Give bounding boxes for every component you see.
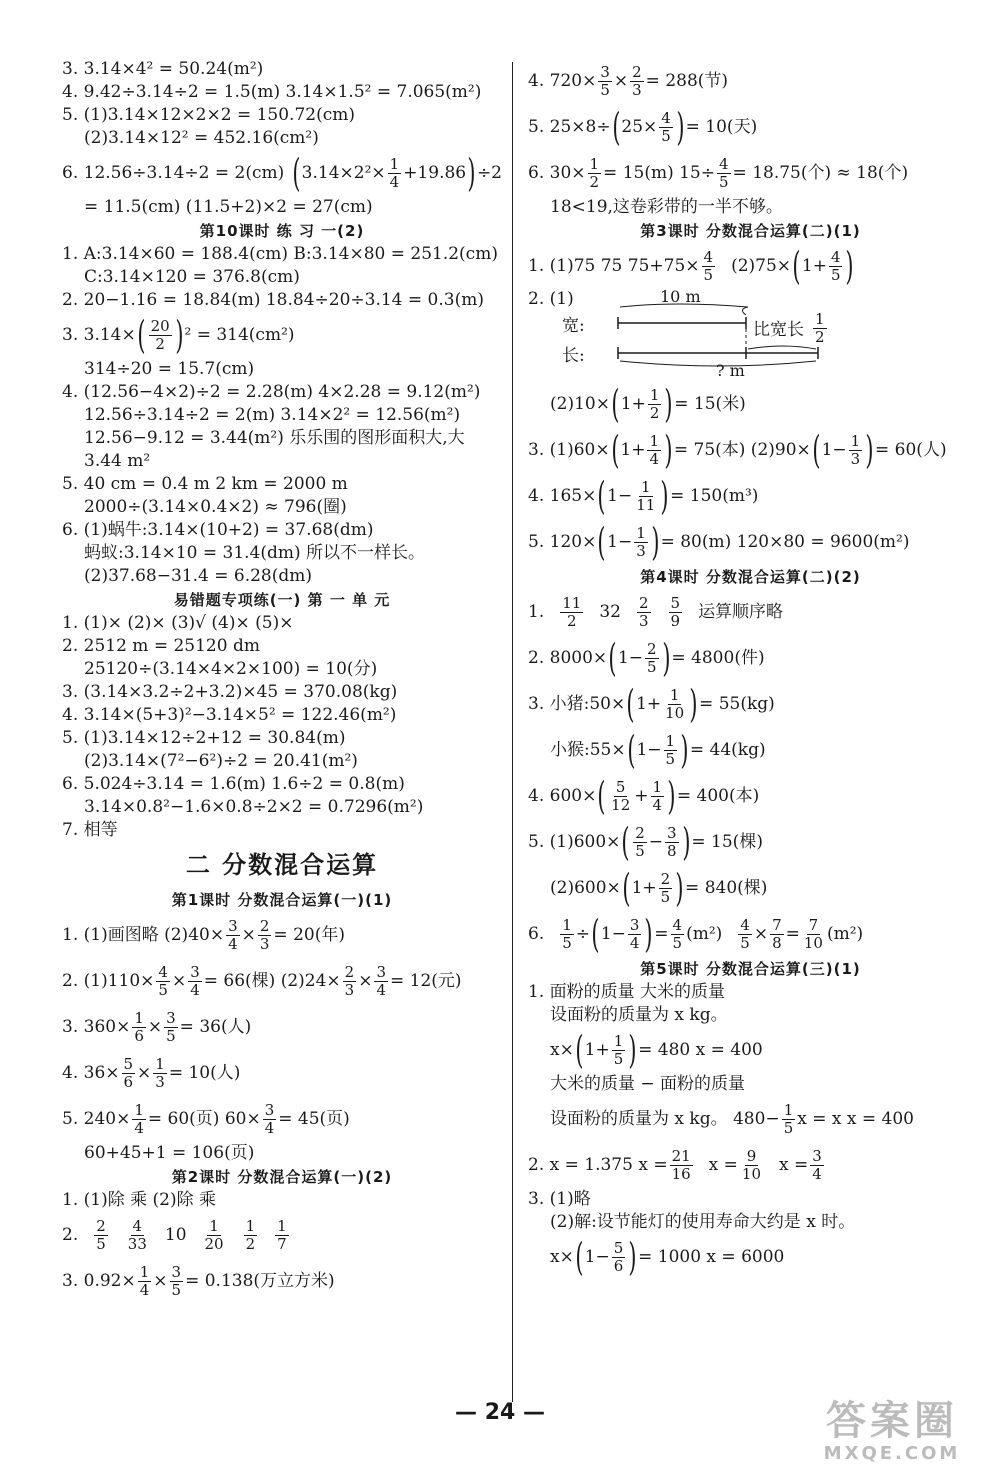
answer-line: 1. 11 2 32 2 3 5 9 运算顺序略 — [528, 593, 784, 630]
fraction: $\frac{2}{3}$ — [344, 962, 355, 999]
fraction: 4 5 — [740, 915, 750, 952]
fraction: $\frac{1}{2}$ — [649, 385, 660, 422]
answer-line: 设面粉的质量为 x kg。 — [550, 1005, 728, 1025]
answer-line: 2. x = 1.375 x = $\frac{21}{16}$ x = $\frac{9}{10}$ x = $\frac{3}{4}$ — [528, 1146, 822, 1183]
fraction: 1 4 — [649, 431, 660, 468]
unknown-length: ? m — [716, 361, 745, 380]
unit-title: 二 分数混合运算 — [185, 851, 379, 879]
answer-line: 1. A:3.14×60 = 188.4(cm) B:3.14×80 = 251.2(cm) — [62, 244, 498, 264]
answer-line: 大米的质量 − 面粉的质量 — [550, 1074, 746, 1094]
answer-line: 3.44 m² — [84, 451, 151, 471]
answer-line: 5. 25×8÷ ( 25× $\frac{4}{5}$ ) = 10(天) — [528, 105, 758, 149]
answer-line: 2. (1)110× $\frac{4}{5}$ × $\frac{3}{4}$ = 66(棵) (2)24× $\frac{2}{3}$ × $\frac{3}{4}$ = 12(元) — [62, 962, 462, 999]
fraction: $\frac{1}{5}$ — [783, 1100, 794, 1137]
answer-line: 5. 120× ( 1− 1 3 ) = 80(m) 120×80 = 9600(m²) — [528, 520, 910, 564]
fraction: $\frac{3}{4}$ — [228, 916, 238, 953]
fraction: 1 3 — [636, 523, 646, 560]
fraction: $\frac{4}{5}$ — [719, 154, 729, 191]
answer-line: 5. (1)3.14×12×2×2 = 150.72(cm) — [62, 105, 355, 125]
fraction: 1 5 — [562, 915, 572, 952]
answer-line: 2. 2512 m = 25120 dm — [62, 636, 260, 656]
answer-line: 3. (1)略 — [528, 1189, 591, 1209]
fraction: $\frac{4}{5}$ — [661, 108, 671, 145]
answer-line: 5. 40 cm = 0.4 m 2 km = 2000 m — [62, 474, 348, 494]
fraction: 4 33 — [127, 1216, 147, 1253]
fraction: 1 2 — [245, 1216, 256, 1253]
fraction: 5 6 — [613, 1238, 624, 1275]
fraction: $\frac{9}{10}$ — [741, 1146, 762, 1183]
width-label: 宽: — [562, 316, 585, 336]
fraction: 1 7 — [277, 1216, 287, 1253]
fraction: $\frac{1}{4}$ — [389, 154, 400, 191]
answer-line: 4. (12.56−4×2)÷2 = 2.28(m) 4×2.28 = 9.12(m²) — [62, 382, 481, 402]
fraction: 2 5 — [635, 823, 645, 860]
fraction: $\frac{4}{5}$ — [158, 962, 168, 999]
section-heading: 第4课时 分数混合运算(二)(2) — [640, 568, 861, 586]
answer-line: 12.56÷3.14÷2 = 2(m) 3.14×2² = 12.56(m²) — [84, 405, 461, 425]
right-column — [528, 58, 973, 1280]
answer-line: 12.56−9.12 = 3.44(m²) 乐乐围的图形面积大,大 — [84, 428, 465, 448]
answer-line: 4. 36× $\frac{5}{6}$ × $\frac{1}{3}$ = 10(人) — [62, 1054, 241, 1091]
line-segment-diagram — [528, 289, 973, 381]
fraction: 1 4 — [652, 777, 663, 814]
length-label: 长: — [562, 346, 585, 366]
answer-line: 3. 3.14× ( 20 2 ) ² = 314(cm²) — [62, 313, 295, 357]
answer-line: 4. 720× $\frac{3}{5}$ × $\frac{2}{3}$ = 288(节) — [528, 62, 729, 99]
fraction: 2 3 — [638, 593, 649, 630]
answer-line: (2)3.14×12² = 452.16(cm²) — [84, 128, 319, 148]
fraction: 1 10 — [665, 685, 685, 722]
fraction: 7 10 — [803, 915, 823, 952]
answer-line: 6. 12.56÷3.14÷2 = 2(cm) ( 3.14×2²× $\frac{1}{4}$ +19.86 ) ÷2 — [62, 151, 502, 195]
fraction: $\frac{1}{3}$ — [155, 1054, 165, 1091]
fraction: $\frac{21}{16}$ — [671, 1146, 691, 1183]
fraction: $\frac{3}{4}$ — [376, 962, 386, 999]
fraction: $\frac{1}{4}$ — [134, 1100, 144, 1137]
section-heading: 第2课时 分数混合运算(一)(2) — [171, 1168, 393, 1186]
answer-line: (2)10× ( 1+ $\frac{1}{2}$ ) = 15(米) — [550, 382, 746, 426]
fraction: 1 5 — [613, 1031, 624, 1068]
answer-line: 6. (1)蜗牛:3.14×(10+2) = 37.68(dm) — [62, 520, 374, 540]
width-value: 10 m — [660, 287, 701, 306]
answer-line: 1. 面粉的质量 大米的质量 — [528, 982, 726, 1002]
answer-line: x× ( 1− 5 6 ) = 1000 x = 6000 — [550, 1235, 785, 1279]
fraction: 2 5 — [96, 1216, 106, 1253]
answer-line: 3. (3.14×3.2÷2+3.2)×45 = 370.08(kg) — [62, 682, 398, 702]
answer-line: 3.14×0.8²−1.6×0.8÷2×2 = 0.7296(m²) — [84, 797, 424, 817]
fraction: 1 3 — [850, 431, 861, 468]
answer-line: 1. (1)除 乘 (2)除 乘 — [62, 1190, 216, 1210]
answer-line: 3. (1)60× ( 1+ 1 4 ) = 75(本) (2)90× ( 1− 1 3 ) = 60(人) — [528, 428, 947, 472]
answer-line: 314÷20 = 15.7(cm) — [84, 359, 255, 379]
watermark-logo: 答案圈 MXQE.COM — [823, 1398, 961, 1464]
fraction: 3 4 — [629, 915, 640, 952]
fraction: 1 5 — [665, 731, 676, 768]
fraction: $\frac{3}{4}$ — [264, 1100, 275, 1137]
fraction: $\frac{3}{5}$ — [171, 1262, 182, 1299]
answer-line: 2. 8000× ( 1− 2 5 ) = 4800(件) — [528, 636, 765, 680]
answer-line: 6. 5.024÷3.14 = 1.6(m) 1.6÷2 = 0.8(m) — [62, 774, 405, 794]
answer-line: 18<19,这卷彩带的一半不够。 — [550, 197, 783, 217]
fraction: $\frac{2}{3}$ — [632, 62, 642, 99]
answer-line: 3. 3.14×4² = 50.24(m²) — [62, 59, 264, 79]
fraction: 1 20 — [204, 1216, 224, 1253]
fraction: 2 5 — [647, 639, 657, 676]
answer-line: 3. 0.92× $\frac{1}{4}$ × $\frac{3}{5}$ = 0.138(万立方米) — [62, 1262, 335, 1299]
fraction: 1 11 — [636, 477, 656, 514]
answer-line: 4. 9.42÷3.14÷2 = 1.5(m) 3.14×1.5² = 7.065(m²) — [62, 82, 482, 102]
fraction: 20 2 — [150, 316, 170, 353]
answer-line: 4. 600× ( 5 12 + 1 4 ) = 400(本) — [528, 774, 760, 818]
answer-line: (2)600× ( 1+ 2 5 ) = 840(棵) — [550, 866, 768, 910]
answer-line: (2)3.14×(7²−6²)÷2 = 20.41(m²) — [84, 751, 358, 771]
answer-line: 小猴:55× ( 1− 1 5 ) = 44(kg) — [550, 728, 766, 772]
section-heading: 第10课时 练 习 一(2) — [199, 222, 365, 240]
answer-line: 60+45+1 = 106(页) — [84, 1143, 255, 1163]
answer-line: 1. (1)画图略 (2)40× $\frac{3}{4}$ × $\frac{2}{3}$ = 20(年) — [62, 916, 345, 953]
answer-line: x× ( 1+ 1 5 ) = 480 x = 400 — [550, 1028, 763, 1072]
answer-line: 25120÷(3.14×4×2×100) = 10(分) — [84, 659, 378, 679]
section-heading: 易错题专项练(一) 第 一 单 元 — [173, 591, 391, 609]
answer-line: 2. 20−1.16 = 18.84(m) 18.84÷20÷3.14 = 0.3(m) — [62, 290, 484, 310]
answer-line: 3. 360× $\frac{1}{6}$ × $\frac{3}{5}$ = 36(人) — [62, 1008, 252, 1045]
column-divider — [512, 62, 513, 1402]
answer-line: 2000÷(3.14×0.4×2) ≈ 796(圈) — [84, 497, 347, 517]
answer-line: 5. (1)600× ( 2 5 − 3 8 ) = 15(棵) — [528, 820, 763, 864]
answer-line: (2)解:设节能灯的使用寿命大约是 x 时。 — [550, 1212, 856, 1232]
answer-line: 5. 240× $\frac{1}{4}$ = 60(页) 60× $\frac{3}{4}$ = 45(页) — [62, 1100, 350, 1137]
fraction: $\frac{5}{6}$ — [123, 1054, 134, 1091]
answer-line: (2)37.68−31.4 = 6.28(dm) — [84, 566, 313, 586]
fraction: 4 5 — [672, 915, 683, 952]
answer-line: = 11.5(cm) (11.5+2)×2 = 27(cm) — [84, 197, 373, 217]
answer-line: 4. 3.14×(5+3)²−3.14×5² = 122.46(m²) — [62, 705, 397, 725]
diagram-label: 2. (1) — [528, 289, 574, 309]
fraction: $\frac{3}{4}$ — [812, 1146, 822, 1183]
fraction: 5 12 — [611, 777, 631, 814]
difference-label: 比宽长 — [753, 320, 804, 340]
section-heading: 第1课时 分数混合运算(一)(1) — [171, 891, 393, 909]
answer-line: 5. (1)3.14×12÷2+12 = 30.84(m) — [62, 728, 346, 748]
page-number: — 24 — — [455, 1400, 545, 1425]
fraction: $\frac{3}{4}$ — [190, 962, 200, 999]
section-heading: 第3课时 分数混合运算(二)(1) — [640, 222, 861, 240]
fraction: $\frac{3}{5}$ — [166, 1008, 176, 1045]
answer-line: 7. 相等 — [62, 820, 118, 840]
fraction: 7 8 — [772, 915, 782, 952]
answer-line: 设面粉的质量为 x kg。 480− $\frac{1}{5}$ x = x x = 400 — [550, 1100, 914, 1137]
left-column — [62, 58, 502, 1304]
fraction: 11 2 — [562, 593, 582, 630]
answer-line: 4. 165× ( 1− 1 11 ) = 150(m³) — [528, 474, 759, 518]
fraction: 2 5 — [660, 869, 671, 906]
fraction: 1 2 — [815, 310, 825, 346]
fraction: $\frac{1}{4}$ — [139, 1262, 150, 1299]
answer-line: 6. 30× $\frac{1}{2}$ = 15(m) 15÷ $\frac{4}{5}$ = 18.75(个) ≈ 18(个) — [528, 154, 909, 191]
answer-line: 蚂蚁:3.14×10 = 31.4(dm) 所以不一样长。 — [84, 543, 426, 563]
fraction: 5 9 — [670, 593, 681, 630]
fraction: $\frac{1}{6}$ — [134, 1008, 144, 1045]
answer-line: C:3.14×120 = 376.8(cm) — [84, 267, 300, 287]
fraction: $\frac{1}{2}$ — [589, 154, 600, 191]
fraction: 3 8 — [667, 823, 677, 860]
fraction: $\frac{4}{5}$ — [830, 247, 841, 284]
answer-line: 6. 1 5 ÷ ( 1− 3 4 ) = 4 5 (m²) 4 5 × 7 8 = 7 10 (m²) — [528, 912, 864, 956]
answer-line: 1. (1)× (2)× (3)√ (4)× (5)× — [62, 613, 294, 633]
answer-line: 2. 2 5 4 33 10 1 20 1 2 1 7 — [62, 1216, 287, 1253]
section-heading: 第5课时 分数混合运算(三)(1) — [640, 960, 861, 978]
fraction: $\frac{4}{5}$ — [703, 247, 714, 284]
answer-line: 1. (1)75 75 75+75× $\frac{4}{5}$ (2)75× ( 1+ $\frac{4}{5}$ ) — [528, 244, 854, 288]
fraction: $\frac{2}{3}$ — [259, 916, 270, 953]
fraction: $\frac{3}{5}$ — [600, 62, 610, 99]
answer-line: 3. 小猪:50× ( 1+ 1 10 ) = 55(kg) — [528, 682, 775, 726]
